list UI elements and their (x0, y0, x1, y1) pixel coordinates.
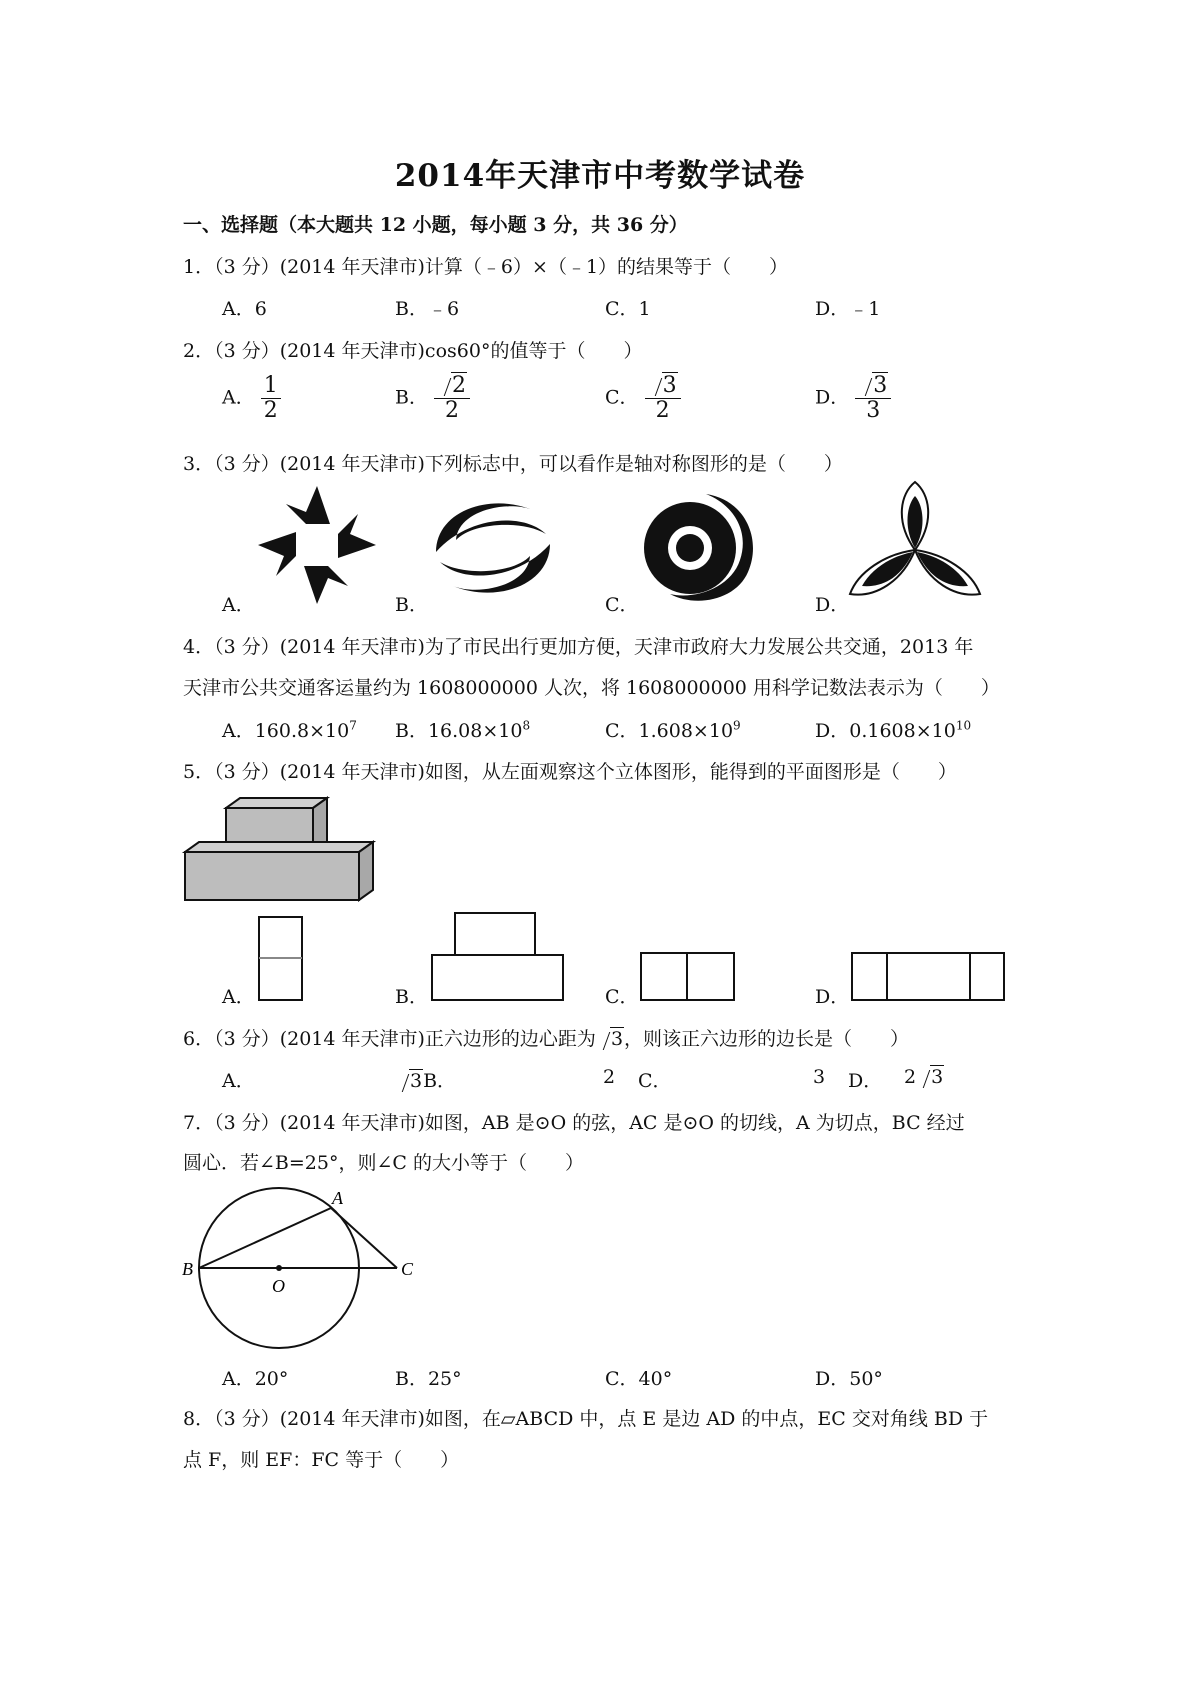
radicand: 2 (452, 373, 467, 398)
logo-pinwheel-stars-icon (256, 484, 378, 606)
q7-stem-line2: 圆心．若∠B=25°，则∠C 的大小等于（ ） (183, 1152, 584, 1174)
q1-option-b: B．﹣6 (395, 298, 460, 320)
q7-option-c: C．40° (605, 1368, 673, 1390)
logo-crescents-icon (428, 492, 558, 604)
q1-option-c: C．1 (605, 298, 651, 320)
q4-b-exponent: 8 (522, 718, 531, 733)
q1-stem: 1．（3 分）(2014 年天津市)计算（﹣6）×（﹣1）的结果等于（ ） (183, 256, 789, 278)
q7-stem-line1: 7．（3 分）(2014 年天津市)如图，AB 是⊙O 的弦，AC 是⊙O 的切线，A 为切点，BC 经过 (183, 1112, 965, 1134)
label-b: B (182, 1259, 193, 1279)
label-o: O (272, 1276, 285, 1296)
q2-option-a (222, 374, 281, 423)
coefficient: 2 (904, 1066, 917, 1088)
tangent-ac (331, 1208, 397, 1268)
q6-option-d-value (904, 1066, 944, 1088)
q7-option-a: A．20° (222, 1368, 289, 1390)
sqrt-3 (596, 1028, 624, 1050)
q4-c-base: C．1.608×10 (605, 720, 734, 742)
q6-option-c-value: 3 (813, 1066, 826, 1088)
q4-a-exponent: 7 (349, 718, 357, 733)
stacked-blocks-figure (183, 796, 378, 902)
q4-d-exponent: 10 (955, 718, 972, 733)
label-c: C (401, 1259, 414, 1279)
frac-den: 2 (655, 398, 670, 423)
q4-stem-line2: 天津市公共交通客运量约为 1608000000 人次，将 1608000000 用科学记数法表示为（ ） (183, 677, 1000, 699)
q4-c-exponent: 9 (733, 718, 741, 733)
q4-option-a (222, 716, 357, 743)
q5-option-c: C． (605, 986, 639, 1008)
frac-den: 2 (263, 398, 278, 423)
q4-option-c (605, 716, 741, 743)
radicand: 3 (931, 1066, 944, 1088)
radicand: 3 (662, 373, 677, 398)
q6-option-d-label: D． (848, 1070, 883, 1092)
q8-stem-line1: 8．（3 分）(2014 年天津市)如图，在▱ABCD 中，点 E 是边 AD 的中点，EC 交对角线 BD 于 (183, 1408, 989, 1430)
fraction-sqrt3-over-2 (645, 374, 681, 423)
circle-tangent-figure (180, 1182, 430, 1352)
fraction-sqrt3-over-3 (855, 374, 891, 423)
view-c-figure (640, 952, 736, 1002)
q6-option-a-value (395, 1066, 456, 1093)
view-d-figure (851, 952, 1006, 1002)
frac-den: 2 (445, 398, 460, 423)
frac-den: 3 (866, 398, 881, 423)
q5-option-a: A． (222, 986, 255, 1008)
logo-ring-circle-icon (636, 490, 760, 608)
q3-option-a: A． (222, 594, 255, 616)
radicand: 3 (610, 1028, 624, 1050)
view-a-figure (258, 916, 304, 1002)
q7-option-d: D．50° (815, 1368, 883, 1390)
q5-stem: 5．（3 分）(2014 年天津市)如图，从左面观察这个立体图形，能得到的平面图形是（ ） (183, 761, 957, 783)
q3-option-d: D． (815, 594, 850, 616)
q6-stem-text: 6．（3 分）(2014 年天津市)正六边形的边心距为 (183, 1028, 596, 1050)
q3-option-c: C． (605, 594, 639, 616)
section-heading: 一、选择题（本大题共 12 小题，每小题 3 分，共 36 分） (183, 214, 688, 236)
frac-num: 1 (261, 374, 281, 399)
q6-option-a-label: A． (222, 1070, 255, 1092)
radicand: 3 (410, 1070, 423, 1092)
q6-stem (183, 1024, 909, 1051)
q2-stem: 2．（3 分）(2014 年天津市)cos60°的值等于（ ） (183, 340, 643, 362)
q4-a-base: A．160.8×10 (222, 720, 350, 742)
page-title: 2014年天津市中考数学试卷 (394, 158, 806, 194)
q2-c-label: C． (605, 386, 639, 409)
label-a: A (332, 1188, 343, 1208)
q4-d-base: D．0.1608×10 (815, 720, 956, 742)
q7-option-b: B．25° (395, 1368, 462, 1390)
q6-option-c-label: C． (638, 1070, 672, 1092)
q3-stem: 3．（3 分）(2014 年天津市)下列标志中，可以看作是轴对称图形的是（ ） (183, 453, 843, 475)
q2-d-label: D． (815, 386, 850, 409)
fraction-one-half (261, 374, 281, 423)
q6-option-b-value: 2 (603, 1066, 616, 1088)
chord-ab (199, 1208, 331, 1268)
q4-stem-line1: 4．（3 分）(2014 年天津市)为了市民出行更加方便，天津市政府大力发展公共交通，2013 年 (183, 636, 974, 658)
q6-option-b-label: B． (423, 1070, 457, 1092)
q4-b-base: B．16.08×10 (395, 720, 523, 742)
q4-option-d (815, 716, 971, 743)
q2-option-d (815, 374, 891, 423)
q2-a-label: A． (222, 386, 255, 409)
q3-option-b: B． (395, 594, 428, 616)
center-point (276, 1265, 282, 1271)
q4-option-b (395, 716, 530, 743)
view-b-figure (431, 912, 565, 1002)
fraction-sqrt2-over-2 (434, 374, 470, 423)
q2-b-label: B． (395, 386, 428, 409)
q1-option-a: A．6 (222, 298, 267, 320)
q1-option-d: D．﹣1 (815, 298, 881, 320)
q5-option-d: D． (815, 986, 850, 1008)
q6-stem-end: ，则该正六边形的边长是（ ） (624, 1028, 910, 1050)
logo-three-petals-icon (840, 482, 990, 608)
radicand: 3 (873, 373, 888, 398)
q5-option-b: B． (395, 986, 428, 1008)
q2-option-b (395, 374, 470, 423)
q2-option-c (605, 374, 681, 423)
q8-stem-line2: 点 F，则 EF：FC 等于（ ） (183, 1449, 460, 1471)
